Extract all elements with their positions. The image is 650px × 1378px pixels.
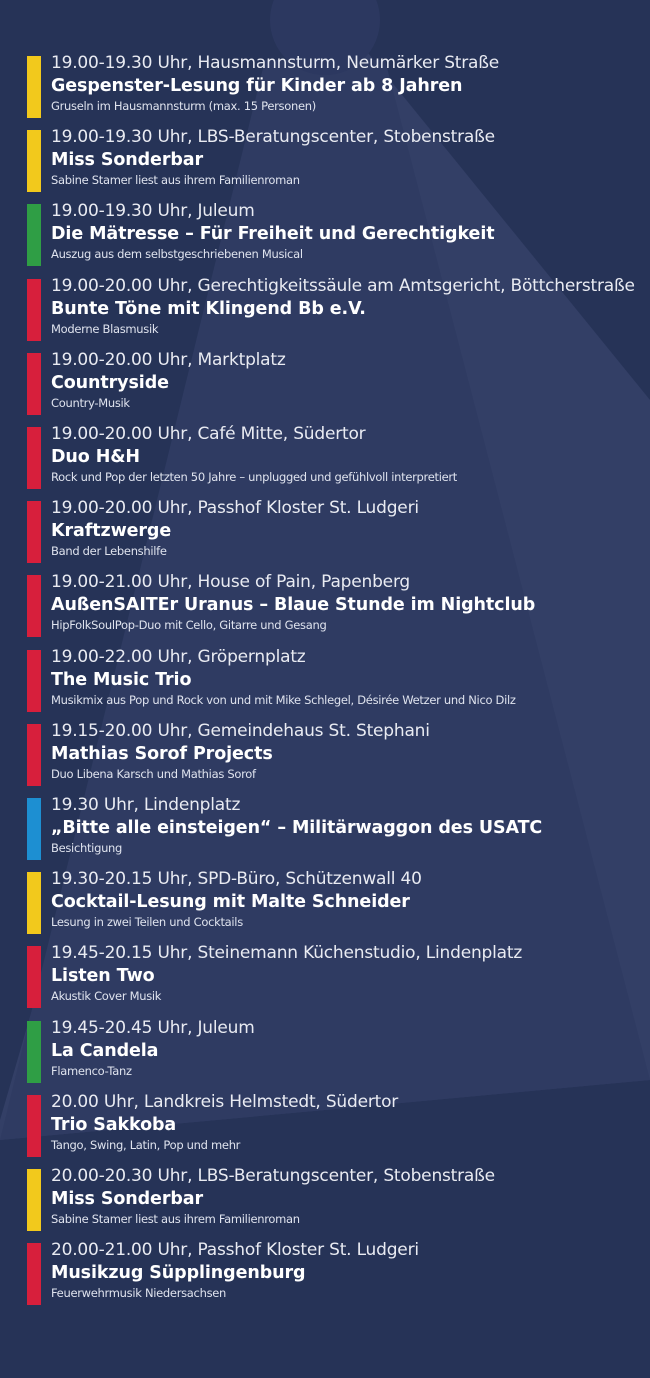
- event-description: Akustik Cover Musik: [51, 989, 162, 1004]
- category-color-bar: [27, 1169, 41, 1231]
- event-title: „Bitte alle einsteigen“ – Militärwaggon des USATC: [51, 818, 543, 838]
- event-description: Auszug aus dem selbstgeschriebenen Musical: [51, 247, 303, 262]
- event-description: HipFolkSoulPop-Duo mit Cello, Gitarre und Gesang: [51, 618, 327, 633]
- event-item: [27, 1240, 637, 1305]
- category-color-bar: [27, 427, 41, 489]
- event-time-location: 19.00-19.30 Uhr, Juleum: [51, 201, 255, 222]
- event-item: [27, 646, 637, 712]
- event-time-location: 19.00-20.00 Uhr, Café Mitte, Südertor: [51, 424, 366, 444]
- event-description: Musikmix aus Pop und Rock von und mit Mike Schlegel, Désirée Wetzer und Nico Dilz: [51, 692, 516, 707]
- event-title: Listen Two: [51, 966, 155, 987]
- event-item: [27, 349, 637, 415]
- event-description: Duo Libena Karsch und Mathias Sorof: [51, 766, 256, 781]
- event-time-location: 19.45-20.45 Uhr, Juleum: [51, 1017, 255, 1038]
- event-time-location: 19.00-20.00 Uhr, Marktplatz: [51, 349, 286, 370]
- event-description: Moderne Blasmusik: [51, 321, 159, 336]
- event-time-location: 19.00-20.00 Uhr, Passhof Kloster St. Ludgeri: [51, 498, 419, 519]
- event-time-location: 19.30 Uhr, Lindenplatz: [51, 795, 241, 815]
- event-time-location: 19.00-19.30 Uhr, LBS-Beratungscenter, Stobenstraße: [51, 127, 495, 148]
- category-color-bar: [27, 353, 41, 415]
- event-time-location: 20.00 Uhr, Landkreis Helmstedt, Südertor: [51, 1091, 399, 1112]
- event-item: [27, 720, 637, 786]
- event-item: [27, 1017, 637, 1083]
- event-time-location: 20.00-21.00 Uhr, Passhof Kloster St. Ludgeri: [51, 1240, 419, 1261]
- category-color-bar: [27, 204, 41, 266]
- event-time-location: 19.15-20.00 Uhr, Gemeindehaus St. Stephani: [51, 720, 430, 741]
- event-item: [27, 498, 637, 563]
- event-description: Rock und Pop der letzten 50 Jahre – unplugged und gefühlvoll interpretiert: [51, 470, 457, 484]
- event-description: Flamenco-Tanz: [51, 1063, 132, 1078]
- event-title: La Candela: [51, 1040, 159, 1061]
- event-time-location: 19.00-21.00 Uhr, House of Pain, Papenberg: [51, 572, 411, 593]
- event-title: AußenSAITEr Uranus – Blaue Stunde im Nightclub: [51, 595, 536, 616]
- category-color-bar: [27, 279, 41, 341]
- event-description: Tango, Swing, Latin, Pop und mehr: [51, 1137, 241, 1152]
- event-title: Miss Sonderbar: [51, 150, 204, 171]
- event-title: The Music Trio: [51, 669, 192, 690]
- event-item: [27, 275, 637, 341]
- event-time-location: 20.00-20.30 Uhr, LBS-Beratungscenter, Stobenstraße: [51, 1166, 495, 1186]
- event-item: [27, 1091, 637, 1157]
- event-item: [27, 424, 637, 489]
- event-title: Trio Sakkoba: [51, 1114, 177, 1135]
- event-time-location: 19.00-19.30 Uhr, Hausmannsturm, Neumärker Straße: [51, 53, 500, 73]
- category-color-bar: [27, 946, 41, 1008]
- event-description: Lesung in zwei Teilen und Cocktails: [51, 915, 243, 930]
- event-item: [27, 869, 637, 934]
- event-title: Countryside: [51, 372, 169, 393]
- category-color-bar: [27, 724, 41, 786]
- event-item: [27, 53, 637, 118]
- category-color-bar: [27, 501, 41, 563]
- category-color-bar: [27, 1095, 41, 1157]
- event-description: Country-Musik: [51, 395, 130, 410]
- category-color-bar: [27, 56, 41, 118]
- event-item: [27, 943, 637, 1008]
- event-description: Besichtigung: [51, 841, 123, 855]
- event-title: Duo H&H: [51, 447, 140, 467]
- event-description: Sabine Stamer liest aus ihrem Familienroman: [51, 173, 300, 188]
- category-color-bar: [27, 650, 41, 712]
- event-time-location: 19.45-20.15 Uhr, Steinemann Küchenstudio, Lindenplatz: [51, 943, 523, 964]
- category-color-bar: [27, 575, 41, 637]
- event-description: Gruseln im Hausmannsturm (max. 15 Personen): [51, 99, 316, 113]
- event-item: [27, 795, 637, 860]
- event-description: Band der Lebenshilfe: [51, 544, 167, 559]
- event-title: Mathias Sorof Projects: [51, 743, 273, 764]
- event-title: Die Mätresse – Für Freiheit und Gerechtigkeit: [51, 224, 495, 245]
- event-time-location: 19.00-20.00 Uhr, Gerechtigkeitssäule am Amtsgericht, Böttcherstraße: [51, 275, 635, 296]
- event-title: Gespenster-Lesung für Kinder ab 8 Jahren: [51, 76, 463, 96]
- event-item: [27, 1166, 637, 1231]
- event-title: Musikzug Süpplingenburg: [51, 1263, 306, 1284]
- event-title: Bunte Töne mit Klingend Bb e.V.: [51, 298, 366, 319]
- event-time-location: 19.00-22.00 Uhr, Gröpernplatz: [51, 646, 306, 667]
- event-title: Miss Sonderbar: [51, 1189, 204, 1209]
- event-description: Feuerwehrmusik Niedersachsen: [51, 1286, 227, 1301]
- category-color-bar: [27, 1021, 41, 1083]
- category-color-bar: [27, 1243, 41, 1305]
- event-time-location: 19.30-20.15 Uhr, SPD-Büro, Schützenwall 40: [51, 869, 422, 890]
- category-color-bar: [27, 872, 41, 934]
- event-title: Kraftzwerge: [51, 521, 172, 542]
- event-item: [27, 201, 637, 266]
- event-description: Sabine Stamer liest aus ihrem Familienroman: [51, 1212, 300, 1226]
- event-title: Cocktail-Lesung mit Malte Schneider: [51, 892, 410, 913]
- event-item: [27, 127, 637, 192]
- category-color-bar: [27, 798, 41, 860]
- category-color-bar: [27, 130, 41, 192]
- event-item: [27, 572, 637, 637]
